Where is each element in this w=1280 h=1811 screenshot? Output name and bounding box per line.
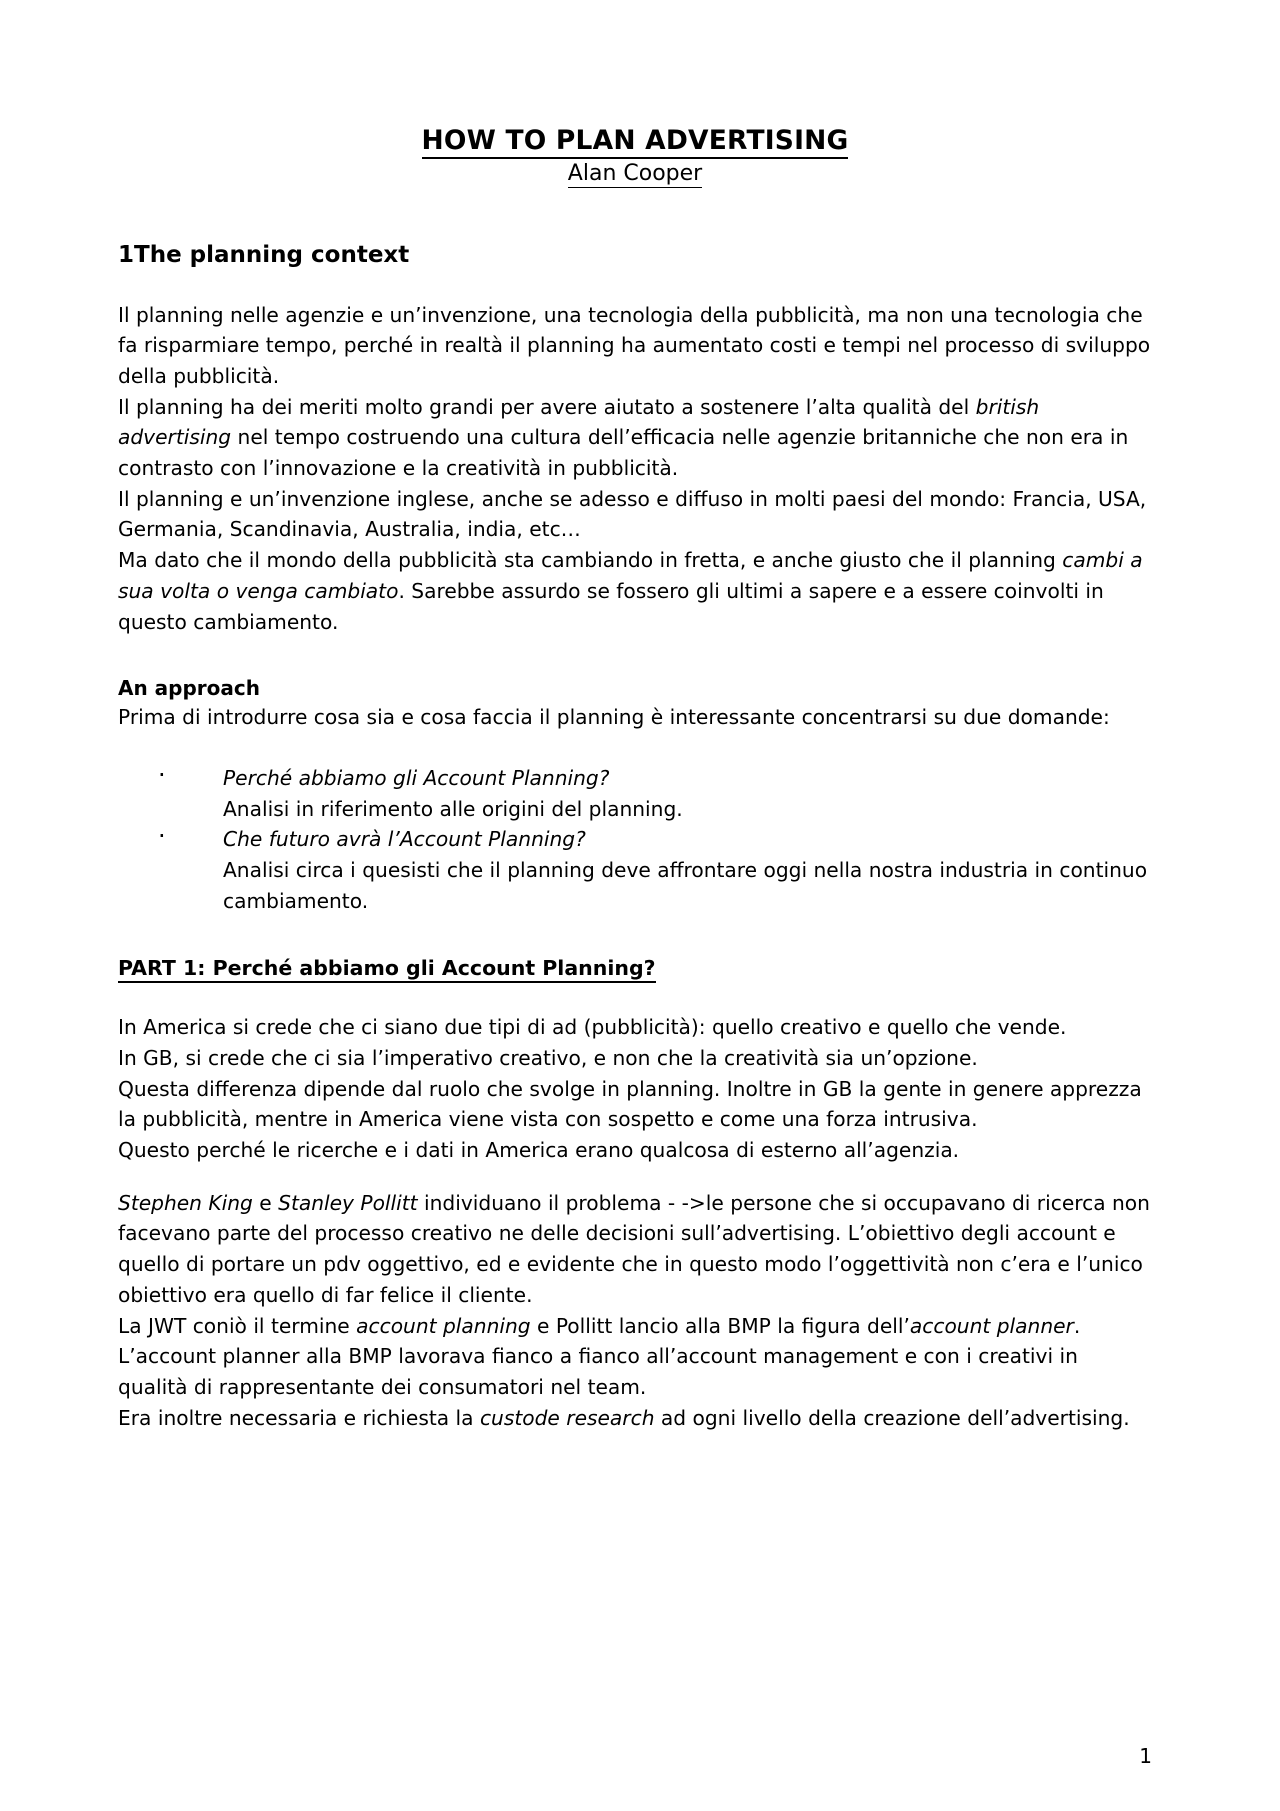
question-list	[118, 763, 1152, 917]
paragraph-english-invention	[118, 484, 1152, 545]
paragraph-text: L’account planner alla BMP lavorava fianco a fianco all’account management e con i creativi in qualità di rappresentante dei consumatori nel team.	[118, 1344, 1078, 1399]
paragraph-changing-world	[118, 545, 1152, 637]
paragraph-gb-creative-imperative	[118, 1043, 1152, 1074]
paragraph-research-external	[118, 1135, 1152, 1166]
paragraph-text-before: Il planning ha dei meriti molto grandi per avere aiutato a sostenere l’alta qualità del	[118, 394, 976, 419]
emphasis-british-advertising: british advertising	[118, 394, 1040, 450]
paragraph-approach-intro	[118, 702, 1152, 733]
paragraph-planning-merits	[118, 392, 1152, 484]
document-author-text: Alan Cooper	[567, 161, 703, 187]
spacer	[118, 1166, 1152, 1188]
heading-part-1-text: PART 1: Perché abbiamo gli Account Planning?	[118, 956, 656, 983]
paragraph-text: Il planning nelle agenzie e un’invenzione, una tecnologia della pubblicità, ma non una tecnologia che fa risparmiare tempo, perché in realtà il planning ha aumentato costi e tempi nel processo di sviluppo della pubblicità.	[118, 302, 1151, 388]
paragraph-text: Questa differenza dipende dal ruolo che svolge in planning. Inoltre in GB la gente in genere apprezza la pubblicità, mentre in America viene vista con sospetto e come una forza intrusiva.	[118, 1076, 1142, 1132]
paragraph-difference-role	[118, 1074, 1152, 1135]
heading-an-approach: An approach	[118, 676, 261, 701]
paragraph-king-pollitt	[118, 1188, 1152, 1311]
page-number: 1	[1139, 1744, 1152, 1768]
list-item-question: Perché abbiamo gli Account Planning?	[223, 766, 610, 790]
emphasis-stephen-king: Stephen King	[118, 1190, 253, 1215]
spacer	[118, 637, 1152, 675]
paragraph-text-mid: e	[252, 1190, 279, 1215]
paragraph-text: In GB, si crede che ci sia l’imperativo creativo, e non che la creatività sia un’opzione.	[118, 1045, 978, 1070]
paragraph-text-after: ad ogni livello della creazione dell’advertising.	[654, 1405, 1130, 1430]
paragraph-text: Questo perché le ricerche e i dati in America erano qualcosa di esterno all’agenzia.	[118, 1138, 960, 1162]
list-item-answer: Analisi circa i quesisti che il planning deve affrontare oggi nella nostra industria in continuo cambiamento.	[223, 858, 1148, 913]
paragraph-text-mid: e Pollitt lancio alla BMP la figura dell’	[530, 1313, 910, 1338]
list-item-answer: Analisi in riferimento alle origini del planning.	[223, 796, 683, 821]
page-title	[118, 126, 1152, 156]
emphasis-custode-research: custode research	[479, 1405, 655, 1430]
page-title-text: HOW TO PLAN ADVERTISING	[422, 125, 849, 159]
paragraph-text-before: Era inoltre necessaria e richiesta la	[118, 1405, 480, 1430]
emphasis-stanley-pollitt: Stanley Pollitt	[278, 1190, 418, 1215]
paragraph-text-after: nel tempo costruendo una cultura dell’efficacia nelle agenzie britanniche che non era in contrasto con l’innovazione e la creatività in pubblicità.	[118, 425, 1129, 481]
paragraph-text-after: individuano il problema - ->le persone che si occupavano di ricerca non facevano parte del processo creativo ne delle decisioni sull’advertising. L’obiettivo degli account e quello di portare un pdv oggettivo, ed e evidente che in questo modo l’oggettività non c’era e l’unico obiettivo era quello di far felice il cliente.	[118, 1190, 1150, 1307]
heading-planning-context: 1The planning context	[118, 241, 410, 268]
paragraph-text-before: Ma dato che il mondo della pubblicità sta cambiando in fretta, e anche giusto che il planning	[118, 548, 1063, 573]
list-item	[158, 763, 1152, 824]
paragraph-text: Il planning e un’invenzione inglese, anche se adesso e diffuso in molti paesi del mondo: Francia, USA, Germania, Scandinavia, Australia, india, etc…	[118, 486, 1147, 542]
paragraph-text: Prima di introdurre cosa sia e cosa faccia il planning è interessante concentrarsi su due domande:	[118, 705, 1110, 730]
paragraph-text-after: . Sarebbe assurdo se fossero gli ultimi a sapere e a essere coinvolti in questo cambiamento.	[118, 578, 1104, 634]
spacer	[118, 917, 1152, 955]
emphasis-account-planning: account planning	[356, 1313, 531, 1338]
paragraph-planner-role	[118, 1341, 1152, 1402]
spacer	[118, 982, 1152, 1012]
paragraph-text-before: La JWT coniò il termine	[118, 1313, 357, 1338]
emphasis-cambi-a-sua-volta: cambi a sua volta o venga cambiato	[118, 548, 1143, 603]
paragraph-custode-research	[118, 1403, 1152, 1434]
paragraph-planning-invention	[118, 300, 1152, 392]
heading-part-1	[118, 955, 1152, 983]
emphasis-account-planner: account planner	[909, 1313, 1074, 1338]
paragraph-america-two-types	[118, 1012, 1152, 1043]
paragraph-text: In America si crede che ci siano due tipi di ad (pubblicità): quello creativo e quello che vende.	[118, 1015, 1067, 1040]
spacer	[118, 270, 1152, 300]
paragraph-jwt-coined	[118, 1311, 1152, 1342]
list-item	[158, 824, 1152, 916]
paragraph-text-after: .	[1073, 1313, 1081, 1338]
spacer	[118, 733, 1152, 763]
document-author	[118, 160, 1152, 188]
list-item-question: Che futuro avrà l’Account Planning?	[223, 827, 586, 852]
